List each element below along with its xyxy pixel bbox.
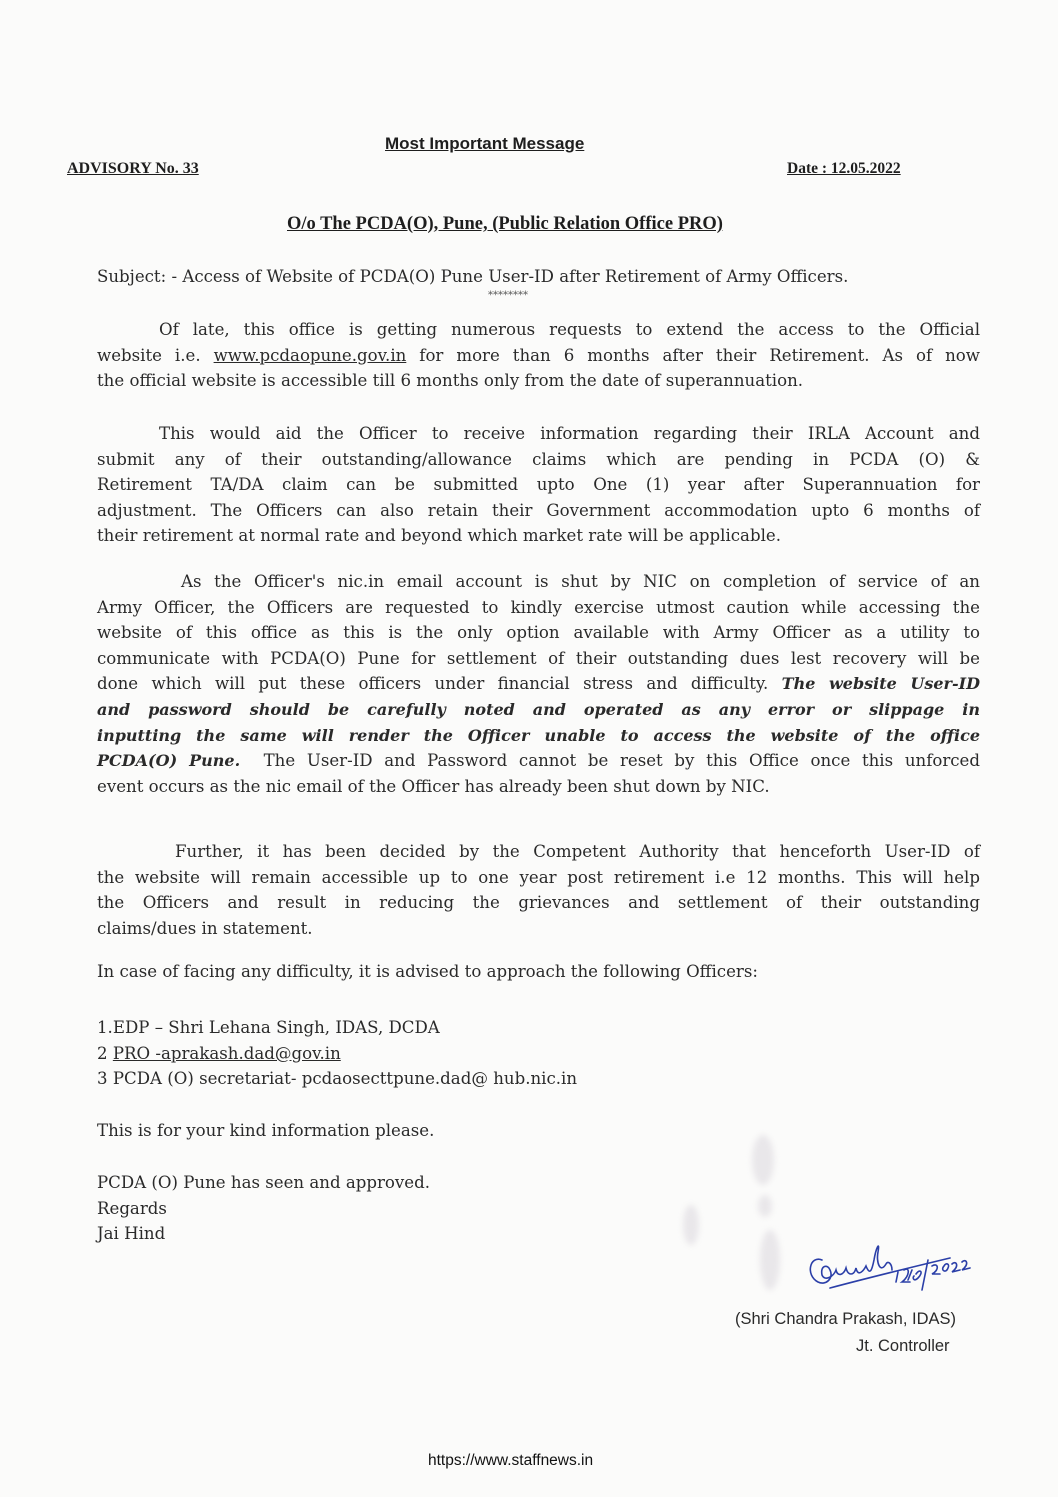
contact-intro: In case of facing any difficulty, it is advised to approach the following Officers: [97,962,758,981]
text-line: communicate with PCDA(O) Pune for settlement of their outstanding dues lest recovery will be [97,648,980,668]
paragraph-2 [97,421,980,549]
contact-list [97,1015,577,1092]
emphasis-line: and password should be carefully noted and operated as any error or slippage in [97,699,980,719]
emphasis-line: inputting the same will render the Officer unable to access the website of the office [97,725,980,745]
text: website i.e. [97,345,201,365]
scan-stain [683,1205,699,1245]
text: The User-ID and Password cannot be reset by this Office once this unforced [263,751,980,771]
text-line: Retirement TA/DA claim can be submitted upto One (1) year after Superannuation for [97,475,980,495]
text-line [97,671,980,697]
subject-line: Subject: - Access of Website of PCDA(O) Pune User-ID after Retirement of Army Officers. [97,267,849,286]
text-line: Of late, this office is getting numerous requests to extend the access to the Official [159,320,980,339]
text-line: This would aid the Officer to receive information regarding their IRLA Account and [159,424,980,443]
jai-hind: Jai Hind [97,1224,166,1244]
paragraph-3 [97,569,980,799]
signatory-designation: Jt. Controller [856,1337,950,1355]
text: done which will put these officers under financial stress and difficulty. [97,674,769,694]
website-link[interactable]: www.pcdaopune.gov.in [213,345,407,365]
emphasis-text: PCDA(O) Pune. [97,751,241,771]
text-line: adjustment. The Officers can also retain their Government accommodation upto 6 months of [97,500,980,520]
closing [97,1170,430,1247]
contact-item: 1.EDP – Shri Lehana Singh, IDAS, DCDA [97,1018,440,1037]
text-line: As the Officer's nic.in email account is shut by NIC on completion of service of an [181,572,980,591]
paragraph-1 [97,317,980,394]
text-line: their retirement at normal rate and beyond which market rate will be applicable. [97,526,781,546]
signatory-name: (Shri Chandra Prakash, IDAS) [735,1310,957,1328]
text-line [97,343,980,369]
info-line: This is for your kind information please. [97,1121,435,1140]
scan-stain [752,1135,774,1185]
contact-item [97,1041,577,1067]
text-line: claims/dues in statement. [97,918,313,938]
text-line: Army Officer, the Officers are requested to kindly exercise utmost caution while accessing the [97,597,980,617]
text-line: the official website is accessible till 6 months only from the date of superannuation. [97,371,804,391]
regards: Regards [97,1198,167,1218]
text-line: the Officers and result in reducing the grievances and settlement of their outstanding [97,893,980,913]
document-date: Date : 12.05.2022 [787,160,901,177]
emphasis-text: The website User-ID [781,674,980,694]
footer-url[interactable]: https://www.staffnews.in [428,1452,594,1469]
pro-email-link[interactable]: PRO -aprakash.dad@gov.in [112,1043,341,1063]
banner-heading: Most Important Message [385,134,585,153]
text-line: website of this office as this is the only option available with Army Officer as a utility to [97,623,980,643]
approval-line: PCDA (O) Pune has seen and approved. [97,1173,431,1192]
handwritten-signature [800,1230,980,1300]
paragraph-4 [97,839,980,941]
text-line: the website will remain accessible up to one year post retirement i.e 12 months. This will help [97,867,980,887]
office-title: O/o The PCDA(O), Pune, (Public Relation Office PRO) [287,214,723,234]
text-line: submit any of their outstanding/allowance claims which are pending in PCDA (O) & [97,449,980,469]
contact-item: 3 PCDA (O) secretariat- pcdaosecttpune.dad@ hub.nic.in [97,1069,578,1089]
advisory-number: ADVISORY No. 33 [67,160,199,177]
item-number: 2 [97,1043,108,1063]
text-line [97,748,980,774]
text-line: event occurs as the nic email of the Officer has already been shut down by NIC. [97,776,770,796]
text-line: Further, it has been decided by the Competent Authority that henceforth User-ID of [175,842,980,861]
scan-stain [760,1230,780,1290]
text: for more than 6 months after their Retirement. As of now [419,345,980,365]
separator: ******** [488,290,528,301]
scan-stain [758,1195,772,1217]
